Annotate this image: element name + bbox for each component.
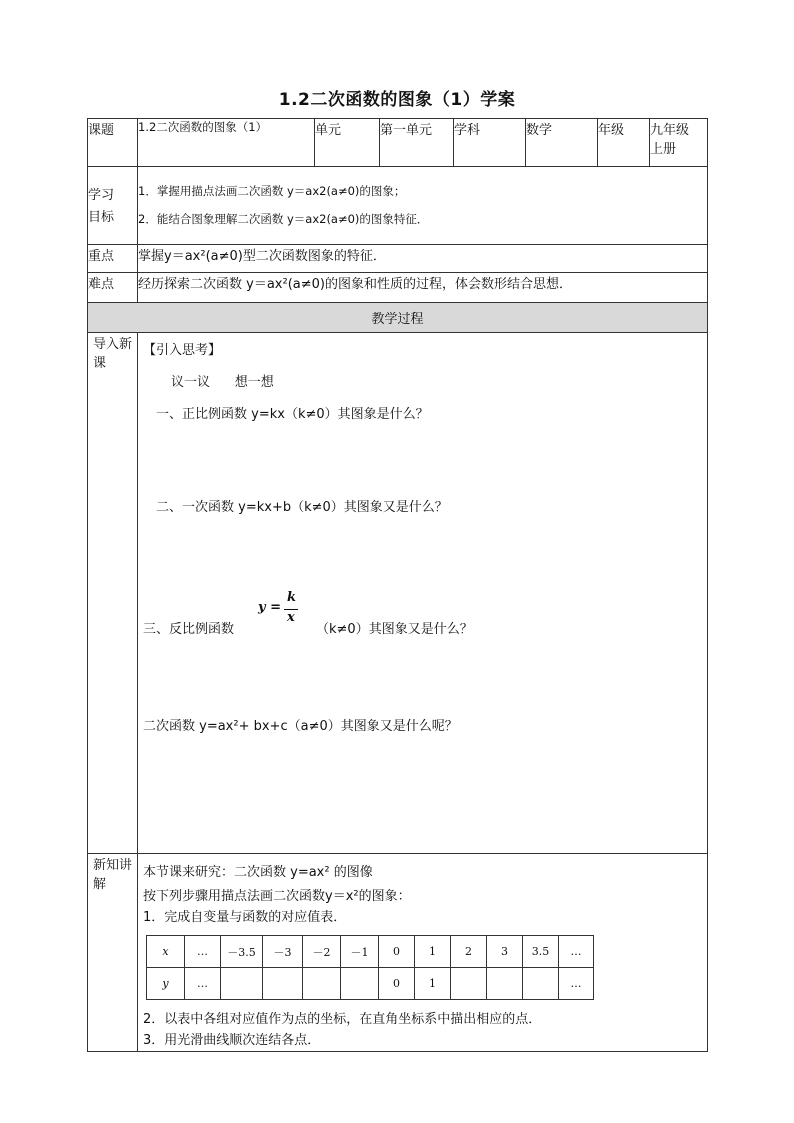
intro-question-4: 二次函数 y=ax²+ bx+c（a≠0）其图象又是什么呢？ (143, 719, 458, 734)
intro-heading: 【引入思考】 (143, 343, 222, 358)
formula-lhs: y = (258, 600, 281, 615)
y-cell: 1 (415, 968, 451, 1000)
intro-content (138, 333, 708, 854)
y-cell: … (559, 968, 594, 1000)
subject-label: 学科 (454, 119, 526, 167)
intro-label: 导入新课 (88, 333, 138, 854)
new-knowledge-line-1: 本节课来研究：二次函数 y=ax² 的图像 (143, 865, 373, 880)
objectives-row (88, 167, 708, 245)
inverse-function-formula (258, 590, 303, 630)
objectives-label-line1: 学习 (88, 188, 115, 203)
x-cell: －3 (263, 936, 303, 968)
x-cell: 1 (415, 936, 451, 968)
y-cell-blank[interactable] (221, 968, 263, 1000)
intro-subheading: 议一议 想一想 (171, 375, 274, 390)
objectives-label (88, 167, 138, 245)
key-point-label: 重点 (88, 245, 138, 273)
page-title: 1.2二次函数的图象（1）学案 (278, 90, 516, 110)
grade-label: 年级 (598, 119, 650, 167)
value-table-row-x (147, 936, 594, 968)
formula-denominator: x (287, 610, 295, 625)
y-header-cell: y (147, 968, 185, 1000)
process-band-row (88, 303, 708, 333)
unit-value: 第一单元 (380, 119, 454, 167)
new-knowledge-row (88, 854, 708, 1052)
step-3: 3．用光滑曲线顺次连结各点． (143, 1033, 321, 1048)
x-cell: －1 (341, 936, 379, 968)
unit-label: 单元 (315, 119, 380, 167)
x-cell: －2 (303, 936, 341, 968)
objective-item: 1．掌握用描点法画二次函数 y＝ax2(a≠0)的图象； (138, 184, 406, 198)
header-row (88, 119, 708, 167)
y-cell-blank[interactable] (487, 968, 523, 1000)
difficulty-text: 经历探索二次函数 y＝ax²(a≠0)的图象和性质的过程，体会数形结合思想． (138, 273, 708, 303)
objectives-label-line2: 目标 (88, 210, 115, 225)
grade-value (650, 119, 708, 167)
value-table-row-y (147, 968, 594, 1000)
x-cell: 3.5 (523, 936, 559, 968)
x-cell: －3.5 (221, 936, 263, 968)
grade-value-line1: 九年级 (650, 123, 690, 138)
objectives-content (138, 167, 708, 245)
process-title: 教学过程 (88, 303, 708, 333)
intro-question-3-prefix: 三、反比例函数 (143, 622, 235, 637)
key-point-row (88, 245, 708, 273)
lesson-table (87, 118, 708, 1052)
value-table (146, 935, 594, 1000)
x-cell: … (185, 936, 221, 968)
difficulty-row (88, 273, 708, 303)
x-cell: 0 (379, 936, 415, 968)
y-cell: 0 (379, 968, 415, 1000)
intro-question-1: 一、正比例函数 y=kx（k≠0）其图象是什么？ (156, 407, 429, 422)
course-value: 1.2二次函数的图象（1） (138, 119, 315, 167)
y-cell-blank[interactable] (523, 968, 559, 1000)
new-knowledge-line-2: 按下列步骤用描点法画二次函数y＝x²的图象： (143, 889, 411, 904)
grade-value-line2: 上册 (650, 142, 677, 157)
y-cell-blank[interactable] (451, 968, 487, 1000)
x-cell: … (559, 936, 594, 968)
difficulty-label: 难点 (88, 273, 138, 303)
new-knowledge-content (138, 854, 708, 1052)
step-1: 1．完成自变量与函数的对应值表． (143, 910, 347, 925)
y-cell-blank[interactable] (341, 968, 379, 1000)
new-knowledge-label: 新知讲解 (88, 854, 138, 1052)
intro-question-2: 二、一次函数 y=kx+b（k≠0）其图象又是什么？ (156, 500, 448, 515)
x-cell: 2 (451, 936, 487, 968)
formula-numerator: k (287, 590, 297, 605)
objective-item: 2．能结合图象理解二次函数 y＝ax2(a≠0)的图象特征． (138, 212, 429, 226)
course-label: 课题 (88, 119, 138, 167)
step-2: 2．以表中各组对应值作为点的坐标，在直角坐标系中描出相应的点． (143, 1012, 542, 1027)
y-cell-blank[interactable] (303, 968, 341, 1000)
intro-row (88, 333, 708, 854)
key-point-text: 掌握y＝ax²(a≠0)型二次函数图象的特征． (138, 245, 708, 273)
y-cell-blank[interactable] (263, 968, 303, 1000)
x-cell: 3 (487, 936, 523, 968)
y-cell: … (185, 968, 221, 1000)
intro-question-3-suffix: （k≠0）其图象又是什么？ (316, 622, 473, 637)
x-header-cell: x (147, 936, 185, 968)
subject-value: 数学 (526, 119, 598, 167)
